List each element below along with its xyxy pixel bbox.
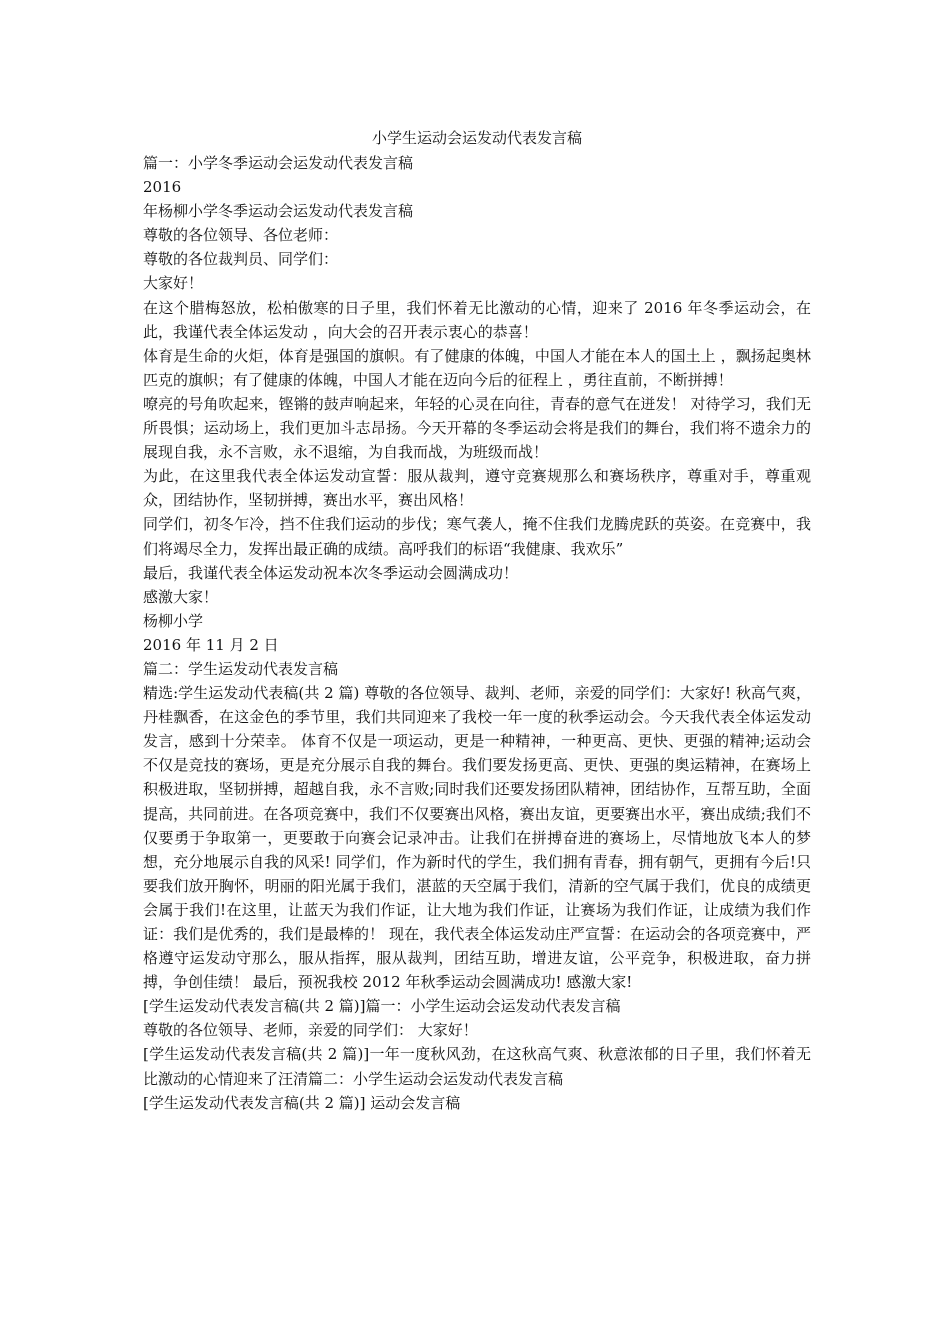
part1-paragraph: 在这个腊梅怒放，松柏傲寒的日子里，我们怀着无比激动的心情，迎来了 2016 年冬季运动会，在此，我谨代表全体运发动 ，向大会的召开表示衷心的恭喜！ xyxy=(143,298,811,341)
part1-greeting-judges: 尊敬的各位裁判员、同学们： xyxy=(143,250,339,269)
part1-date: 2016 年 11 月 2 日 xyxy=(143,635,279,654)
part1-paragraph: 最后，我谨代表全体运发动祝本次冬季运动会圆满成功！ xyxy=(143,563,519,582)
part1-paragraph: 体育是生命的火炬，体育是强国的旗帜。有了健康的体魄，中国人才能在本人的国土上 ，飘扬起奥林匹克的旗帜；有了健康的体魄，中国人才能在迈向今后的征程上 ，勇往直前，不断拼搏！ xyxy=(143,346,811,389)
part1-greeting-leaders: 尊敬的各位领导、各位老师： xyxy=(143,226,339,245)
part1-thanks: 感激大家！ xyxy=(143,587,219,606)
part2-related-line: [学生运发动代表发言稿(共 2 篇)] 运动会发言稿 xyxy=(143,1093,461,1112)
part2-related-line: [学生运发动代表发言稿(共 2 篇)]篇一：小学生运动会运发动代表发言稿 xyxy=(143,997,621,1016)
document-title: 小学生运动会运发动代表发言稿 xyxy=(371,129,582,147)
document-body xyxy=(143,125,811,1115)
part1-hello: 大家好！ xyxy=(143,274,204,293)
part1-school: 杨柳小学 xyxy=(143,611,204,630)
part2-heading: 篇二：学生运发动代表发言稿 xyxy=(143,659,339,678)
part1-paragraph: 为此，在这里我代表全体运发动宣誓：服从裁判，遵守竞赛规那么和赛场秩序，尊重对手，尊重观众，团结协作，坚韧拼搏，赛出水平，赛出风格！ xyxy=(143,467,811,510)
part1-paragraph: 同学们，初冬乍冷，挡不住我们运动的步伐；寒气袭人，掩不住我们龙腾虎跃的英姿。在竞赛中，我们将竭尽全力，发挥出最正确的成绩。高呼我们的标语“我健康、我欢乐” xyxy=(143,515,811,558)
part2-related-line: 尊敬的各位领导、老师，亲爱的同学们： 大家好！ xyxy=(143,1021,478,1040)
part2-body: 精选:学生运发动代表稿(共 2 篇) 尊敬的各位领导、裁判、老师，亲爱的同学们：大家好! 秋高气爽，丹桂飘香，在这金色的季节里，我们共同迎来了我校一年一度的秋季运动会。今天我代表全体运发动发言，感到十分荣幸。 体育不仅是一项运动，更是一种精神，一种更高、更快、更强的精神;运动会不仅是竞技的赛场，更是充分展示自我的舞台。我们要发扬更高、更快、更强的奥运精神，在赛场上积极进取，坚韧拼搏，超越自我，永不言败;同时我们还要发扬团队精神，团结协作，互帮互助，全面提高，共同前进。在各项竞赛中，我们不仅要赛出风格，赛出友谊，更要赛出水平，赛出成绩;我们不仅要勇于争取第一，更要敢于向赛会记录冲击。让我们在拼搏奋进的赛场上，尽情地放飞本人的梦想，充分地展示自我的风采! 同学们，作为新时代的学生，我们拥有青春，拥有朝气，更拥有今后!只要我们放开胸怀，明丽的阳光属于我们，湛蓝的天空属于我们，清新的空气属于我们，优良的成绩更会属于我们!在这里，让蓝天为我们作证，让大地为我们作证，让赛场为我们作证，让成绩为我们作证：我们是优秀的，我们是最棒的！ 现在，我代表全体运发动庄严宣誓：在运动会的各项竞赛中，严格遵守运发动守那么，服从指挥，服从裁判，团结互助，增进友谊，公平竞争，积极进取，奋力拼搏，争创佳绩！ 最后，预祝我校 2012 年秋季运动会圆满成功! 感激大家! xyxy=(143,684,811,992)
part1-paragraph: 嘹亮的号角吹起来，铿锵的鼓声响起来，年轻的心灵在向往，青春的意气在迸发！ 对待学习，我们无所畏惧；运动场上，我们更加斗志昂扬。今天开幕的冬季运动会将是我们的舞台，我们将不遗余力的展现自我，永不言败，永不退缩，为自我而战，为班级而战！ xyxy=(143,394,811,462)
part1-subtitle: 年杨柳小学冬季运动会运发动代表发言稿 xyxy=(143,202,414,221)
part1-year: 2016 xyxy=(143,178,182,197)
part1-heading: 篇一：小学冬季运动会运发动代表发言稿 xyxy=(143,154,414,172)
part2-related-line: [学生运发动代表发言稿(共 2 篇)]一年一度秋风劲，在这秋高气爽、秋意浓郁的日子里，我们怀着无比激动的心情迎来了汪清篇二：小学生运动会运发动代表发言稿 xyxy=(143,1045,811,1088)
